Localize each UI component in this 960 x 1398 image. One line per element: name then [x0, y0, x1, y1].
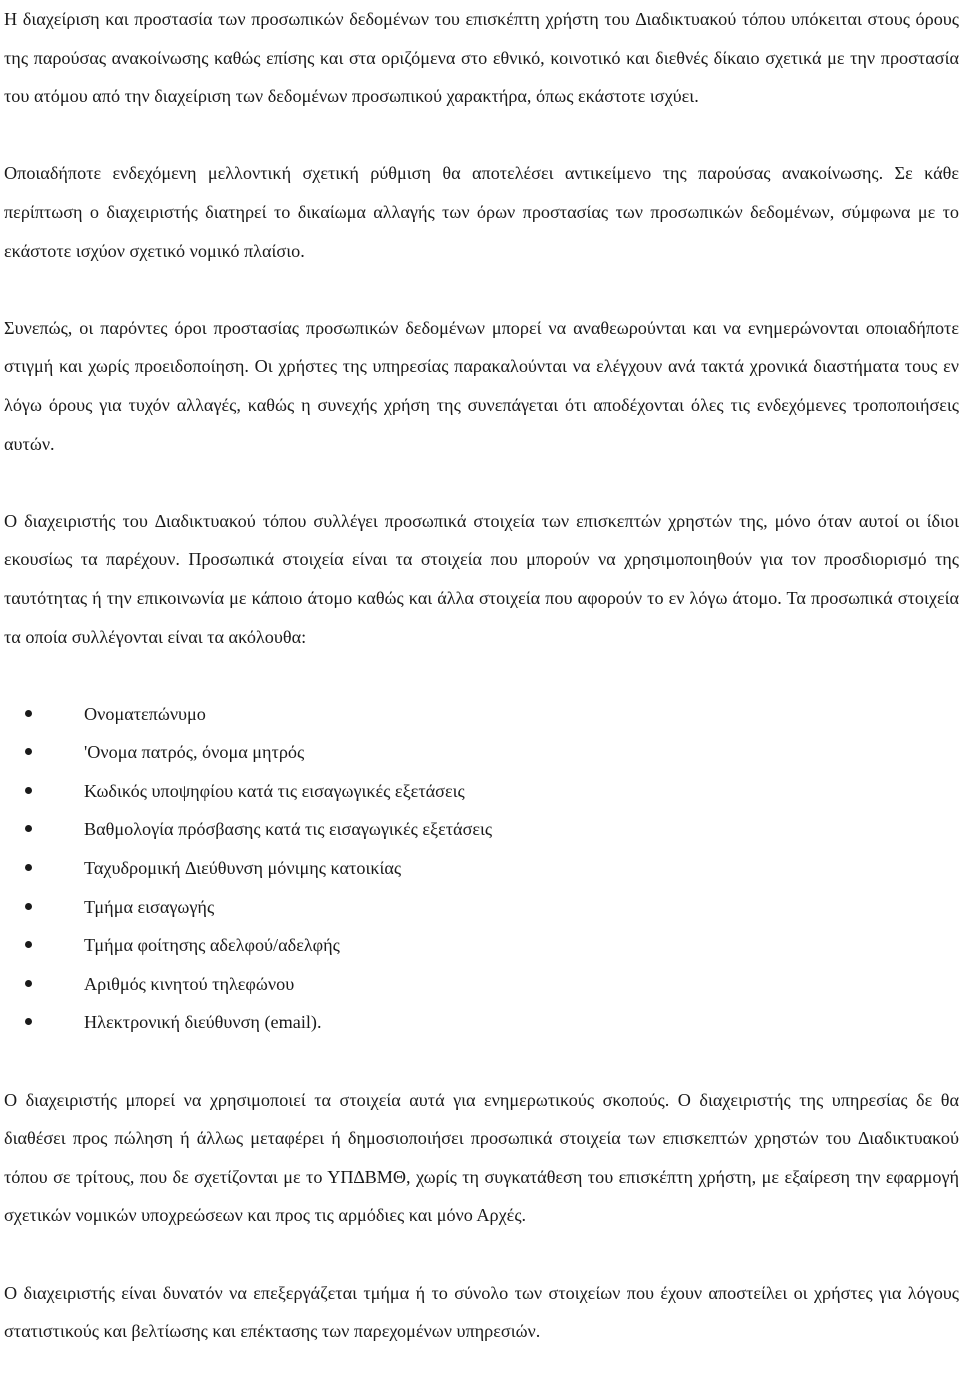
paragraph-spacer — [4, 463, 959, 502]
list-item-text: Τμήμα φοίτησης αδελφού/αδελφής — [84, 935, 340, 956]
paragraph-spacer — [4, 1235, 959, 1274]
list-item — [4, 965, 959, 1004]
paragraph-data-usage: Ο διαχειριστής μπορεί να χρησιμοποιεί τα στοιχεία αυτά για ενημερωτικούς σκοπούς. Ο διαχειριστής της υπηρεσίας δε θα διαθέσει προς πώληση ή άλλως μεταφέρει ή δημοσιοποιήσει προσωπικά στοιχεία των επισκεπτών χρηστών του ∆ιαδικτυακού τόπου σε τρίτους, που δε σχετίζονται με το ΥΠ∆ΒΜΘ, χωρίς τη συγκατάθεση του επισκέπτη χρήστη, με εξαίρεση την εφαρμογή σχετικών νομικών υποχρεώσεων και προς τις αρμόδιες και μόνο Αρχές. — [4, 1089, 959, 1226]
bullet-dot-icon — [25, 710, 32, 717]
list-item — [4, 810, 959, 849]
list-item-text: Βαθμολογία πρόσβασης κατά τις εισαγωγικές εξετάσεις — [84, 819, 493, 840]
paragraph-spacer — [4, 1042, 959, 1081]
document-page — [4, 0, 959, 1351]
bullet-dot-icon — [25, 864, 32, 871]
list-item — [4, 695, 959, 734]
list-item — [4, 772, 959, 811]
bullet-dot-icon — [25, 787, 32, 794]
paragraph-intro: Η διαχείριση και προστασία των προσωπικών δεδομένων του επισκέπτη χρήστη του ∆ιαδικτυακού τόπου υπόκειται στους όρους της παρούσας ανακοίνωσης καθώς επίσης και στα οριζόμενα στο εθνικό, κοινοτικό και διεθνές δίκαιο σχετικά με την προστασία του ατόμου από την διαχείριση των δεδομένων προσωπικού χαρακτήρα, όπως εκάστοτε ισχύει. — [4, 9, 959, 107]
paragraph-statistics: Ο διαχειριστής είναι δυνατόν να επεξεργάζεται τμήμα ή το σύνολο των στοιχείων που έχουν αποστείλει οι χρήστες για λόγους στατιστικούς και βελτίωσης και επέκτασης των παρεχομένων υπηρεσιών. — [4, 1282, 959, 1342]
bullet-dot-icon — [25, 1018, 32, 1025]
paragraph-spacer — [4, 656, 959, 695]
list-item-text: 'Ονομα πατρός, όνομα μητρός — [84, 742, 305, 763]
paragraph-future-changes: Οποιαδήποτε ενδεχόμενη μελλοντική σχετική ρύθμιση θα αποτελέσει αντικείμενο της παρούσας ανακοίνωσης. Σε κάθε περίπτωση ο διαχειριστής διατηρεί το δικαίωμα αλλαγής των όρων προστασίας των προσωπικών δεδομένων, σύμφωνα με το εκάστοτε ισχύον σχετικό νομικό πλαίσιο. — [4, 163, 959, 261]
list-item-text: Κωδικός υποψηφίου κατά τις εισαγωγικές εξετάσεις — [84, 780, 465, 801]
list-item-text: Τμήμα εισαγωγής — [84, 896, 215, 917]
list-item — [4, 733, 959, 772]
list-item-text: Ηλεκτρονική διεύθυνση (email). — [84, 1012, 322, 1033]
bullet-dot-icon — [25, 980, 32, 987]
bullet-dot-icon — [25, 825, 32, 832]
list-item — [4, 1003, 959, 1042]
list-item-text: Ταχυδρομική ∆ιεύθυνση μόνιμης κατοικίας — [84, 858, 402, 879]
paragraph-data-collection: Ο διαχειριστής του ∆ιαδικτυακού τόπου συλλέγει προσωπικά στοιχεία των επισκεπτών χρηστών της, μόνο όταν αυτοί οι ίδιοι εκουσίως τα παρέχουν. Προσωπικά στοιχεία είναι τα στοιχεία που μπορούν να χρησιμοποιηθούν για τον προσδιορισμό της ταυτότητας ή την επικοινωνία με κάποιο άτομο καθώς και άλλα στοιχεία που αφορούν το εν λόγω άτομο. Τα προσωπικά στοιχεία τα οποία συλλέγονται είναι τα ακόλουθα: — [4, 510, 959, 647]
paragraph-terms-revision: Συνεπώς, οι παρόντες όροι προστασίας προσωπικών δεδομένων μπορεί να αναθεωρούνται και να ενημερώνονται οποιαδήποτε στιγμή και χωρίς προειδοποίηση. Οι χρήστες της υπηρεσίας παρακαλούνται να ελέγχουν ανά τακτά χρονικά διαστήματα τους εν λόγω όρους για τυχόν αλλαγές, καθώς η συνεχής χρήση της συνεπάγεται ότι αποδέχονται όλες τις ενδεχόμενες τροποποιήσεις αυτών. — [4, 317, 959, 454]
personal-data-list — [4, 695, 959, 1042]
bullet-dot-icon — [25, 941, 32, 948]
list-item-text: Αριθμός κινητού τηλεφώνου — [84, 973, 295, 994]
bullet-dot-icon — [25, 748, 32, 755]
list-item-text: Ονοματεπώνυμο — [84, 703, 206, 724]
paragraph-spacer — [4, 116, 959, 155]
paragraph-spacer — [4, 270, 959, 309]
list-item — [4, 849, 959, 888]
list-item — [4, 926, 959, 965]
bullet-dot-icon — [25, 903, 32, 910]
list-item — [4, 888, 959, 927]
